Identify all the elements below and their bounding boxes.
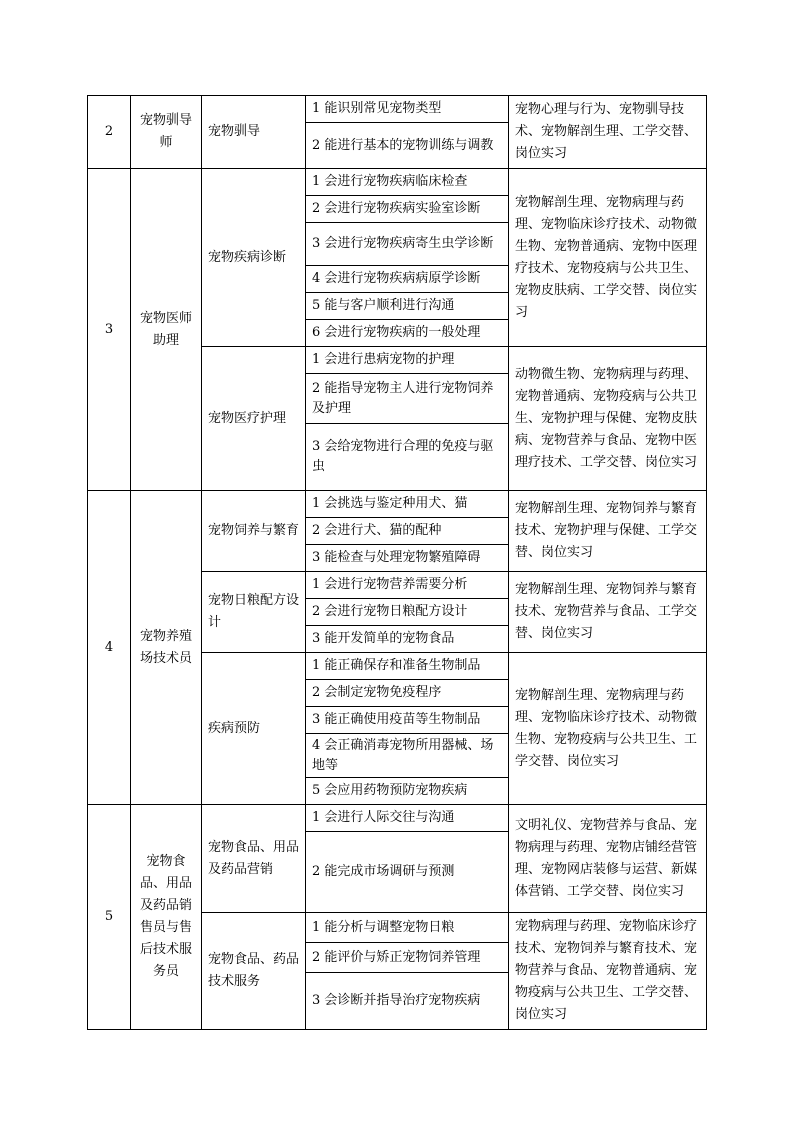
course-list: 宠物心理与行为、宠物驯导技术、宠物解剖生理、工学交替、岗位实习	[509, 96, 707, 169]
job-title: 宠物食品、用品及药品销售员与售后技术服务员	[131, 805, 202, 1030]
work-area: 宠物饲养与繁育	[202, 491, 306, 572]
row-number: 2	[88, 96, 131, 169]
work-area: 宠物食品、药品技术服务	[202, 913, 306, 1030]
skill-item: 1 会进行宠物营养需要分析	[306, 572, 509, 599]
skill-item: 3 会进行宠物疾病寄生虫学诊断	[306, 223, 509, 266]
skill-item: 2 会进行犬、猫的配种	[306, 518, 509, 545]
skill-item: 1 会进行宠物疾病临床检查	[306, 169, 509, 196]
skill-item: 2 会进行宠物疾病实验室诊断	[306, 196, 509, 223]
skill-item: 2 能评价与矫正宠物饲养管理	[306, 943, 509, 973]
skill-item: 3 能正确使用疫苗等生物制品	[306, 707, 509, 734]
skill-item: 1 会挑选与鉴定种用犬、猫	[306, 491, 509, 518]
skill-item: 3 会给宠物进行合理的免疫与驱虫	[306, 424, 509, 491]
skill-item: 3 会诊断并指导治疗宠物疾病	[306, 973, 509, 1030]
skill-item: 6 会进行宠物疾病的一般处理	[306, 320, 509, 347]
skill-item: 2 能指导宠物主人进行宠物饲养及护理	[306, 374, 509, 424]
row-number: 4	[88, 491, 131, 805]
course-list: 宠物解剖生理、宠物饲养与繁育技术、宠物护理与保健、工学交替、岗位实习	[509, 491, 707, 572]
skill-item: 2 会制定宠物免疫程序	[306, 680, 509, 707]
skill-item: 2 能进行基本的宠物训练与调教	[306, 123, 509, 169]
work-area: 宠物食品、用品及药品营销	[202, 805, 306, 913]
job-title: 宠物驯导师	[131, 96, 202, 169]
course-list: 宠物病理与药理、宠物临床诊疗技术、宠物饲养与繁育技术、宠物营养与食品、宠物普通病、宠物疫病与公共卫生、工学交替、岗位实习	[509, 913, 707, 1030]
row-number: 5	[88, 805, 131, 1030]
skill-item: 2 能完成市场调研与预测	[306, 832, 509, 913]
skill-item: 1 能正确保存和准备生物制品	[306, 653, 509, 680]
skill-item: 1 会进行人际交往与沟通	[306, 805, 509, 832]
skill-item: 5 能与客户顺利进行沟通	[306, 293, 509, 320]
work-area: 疾病预防	[202, 653, 306, 805]
skill-item: 2 会进行宠物日粮配方设计	[306, 599, 509, 626]
skill-item: 3 能检查与处理宠物繁殖障碍	[306, 545, 509, 572]
work-area: 宠物疾病诊断	[202, 169, 306, 347]
course-list: 宠物解剖生理、宠物病理与药理、宠物临床诊疗技术、动物微生物、宠物疫病与公共卫生、工学交替、岗位实习	[509, 653, 707, 805]
skill-item: 3 能开发简单的宠物食品	[306, 626, 509, 653]
work-area: 宠物日粮配方设计	[202, 572, 306, 653]
work-area: 宠物医疗护理	[202, 347, 306, 491]
job-title: 宠物养殖场技术员	[131, 491, 202, 805]
job-title: 宠物医师助理	[131, 169, 202, 491]
curriculum-table	[87, 95, 707, 1030]
course-list: 文明礼仪、宠物营养与食品、宠物病理与药理、宠物店铺经营管理、宠物网店装修与运营、新媒体营销、工学交替、岗位实习	[509, 805, 707, 913]
skill-item: 5 会应用药物预防宠物疾病	[306, 778, 509, 805]
skill-item: 1 会进行患病宠物的护理	[306, 347, 509, 374]
row-number: 3	[88, 169, 131, 491]
course-list: 动物微生物、宠物病理与药理、宠物普通病、宠物疫病与公共卫生、宠物护理与保健、宠物皮肤病、宠物营养与食品、宠物中医理疗技术、工学交替、岗位实习	[509, 347, 707, 491]
work-area: 宠物驯导	[202, 96, 306, 169]
skill-item: 1 能识别常见宠物类型	[306, 96, 509, 123]
course-list: 宠物解剖生理、宠物饲养与繁育技术、宠物营养与食品、工学交替、岗位实习	[509, 572, 707, 653]
skill-item: 4 会进行宠物疾病病原学诊断	[306, 266, 509, 293]
course-list: 宠物解剖生理、宠物病理与药理、宠物临床诊疗技术、动物微生物、宠物普通病、宠物中医理疗技术、宠物疫病与公共卫生、宠物皮肤病、工学交替、岗位实习	[509, 169, 707, 347]
skill-item: 4 会正确消毒宠物所用器械、场地等	[306, 734, 509, 778]
skill-item: 1 能分析与调整宠物日粮	[306, 913, 509, 943]
